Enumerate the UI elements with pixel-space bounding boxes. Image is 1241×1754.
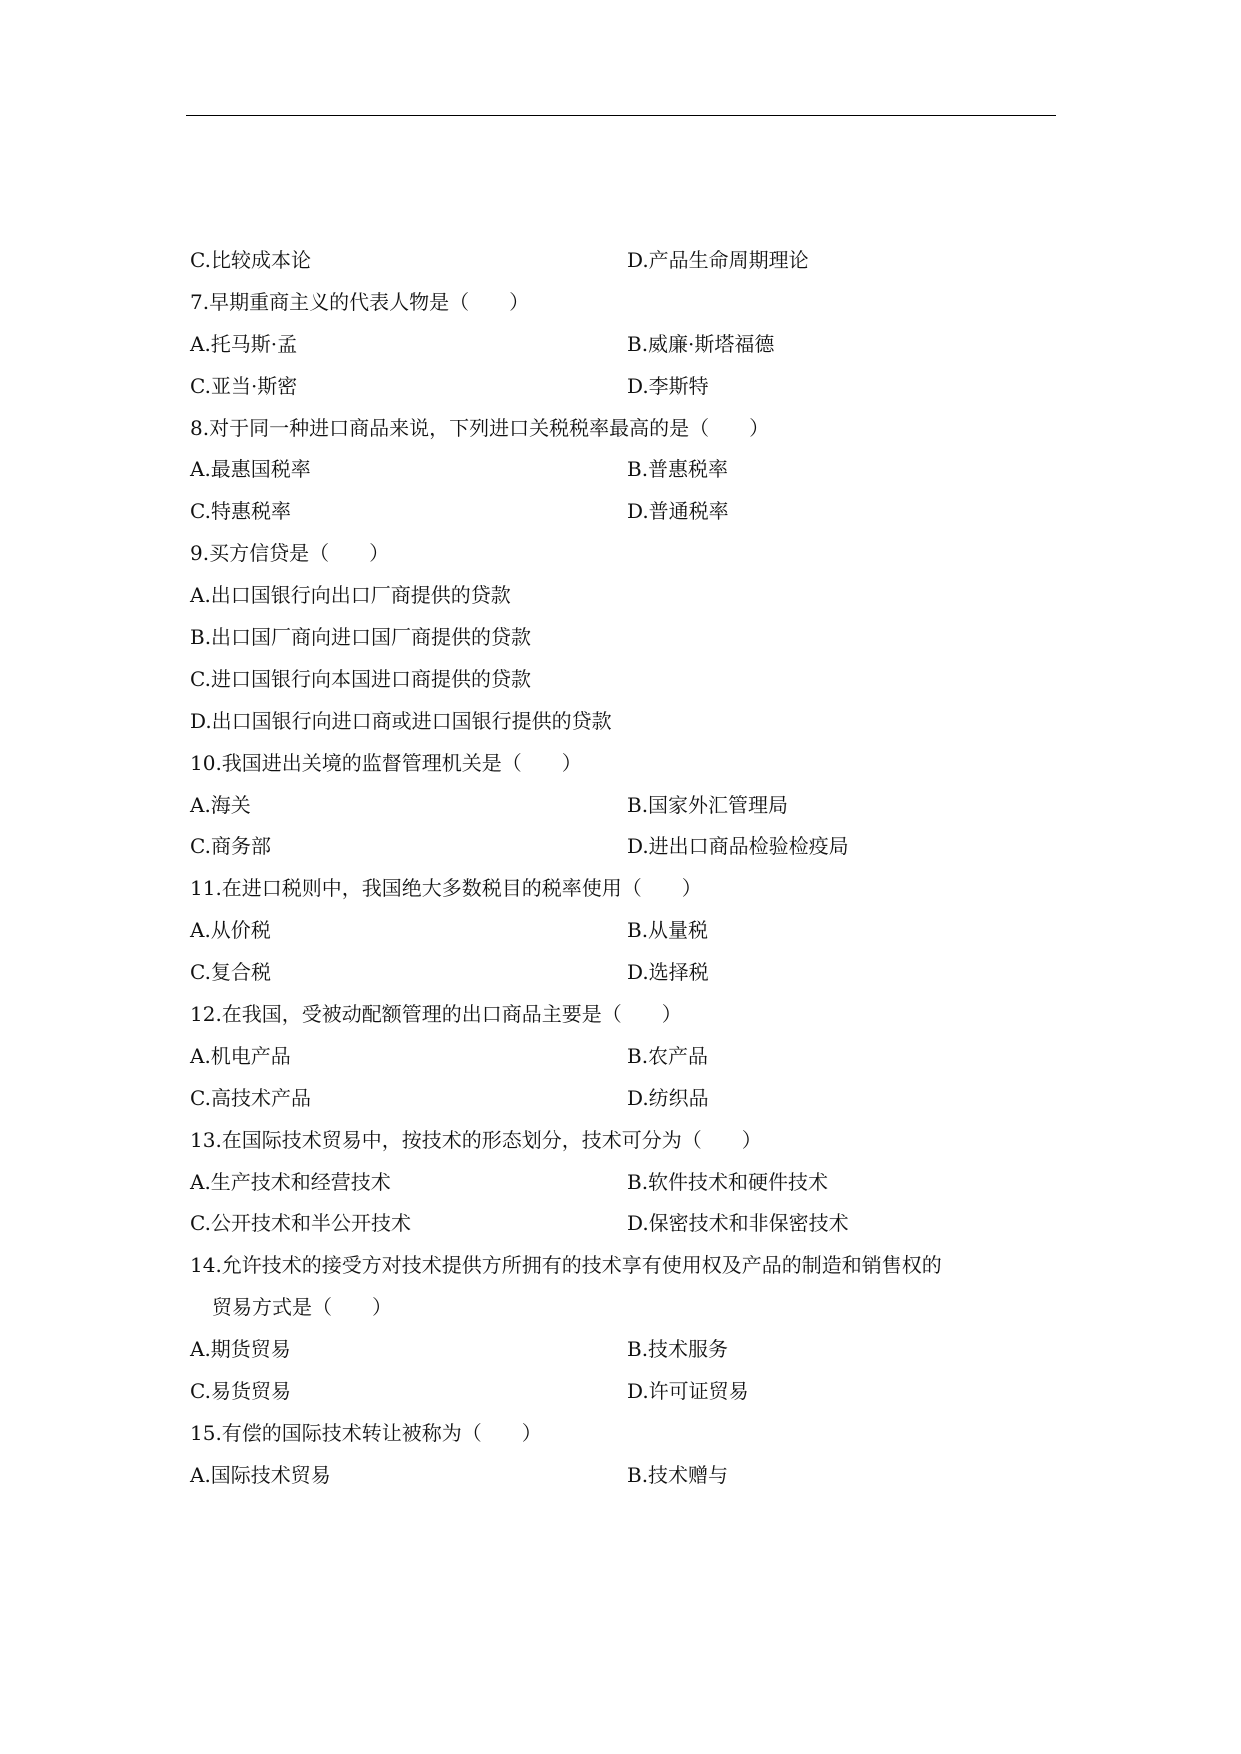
question-list	[190, 246, 1050, 1503]
option-right: D.保密技术和非保密技术	[627, 1211, 849, 1236]
option-row	[190, 623, 1050, 665]
question-text: 7.早期重商主义的代表人物是（ ）	[190, 289, 530, 314]
option-right: D.许可证贸易	[627, 1379, 749, 1404]
header-rule	[186, 115, 1056, 116]
option-right: B.技术赠与	[627, 1462, 729, 1487]
option-left: C.易货贸易	[190, 1379, 291, 1404]
question-stem	[190, 1251, 1050, 1293]
option-right: B.从量税	[627, 918, 709, 943]
option-left: C.复合税	[190, 960, 271, 985]
question-stem	[190, 1000, 1050, 1042]
option-right: B.技术服务	[627, 1337, 729, 1362]
option-row	[190, 958, 1050, 1000]
option-left: A.期货贸易	[190, 1337, 291, 1362]
option-left: C.公开技术和半公开技术	[190, 1211, 411, 1236]
option-right: D.进出口商品检验检疫局	[627, 834, 849, 859]
option-left: A.托马斯·孟	[190, 331, 298, 356]
question-stem	[190, 1126, 1050, 1168]
option-left: C.比较成本论	[190, 248, 311, 272]
option-left: D.出口国银行向进口商或进口国银行提供的贷款	[190, 708, 612, 733]
option-row	[190, 1042, 1050, 1084]
question-stem	[190, 1419, 1050, 1461]
option-left: A.生产技术和经营技术	[190, 1169, 391, 1194]
question-stem-continuation	[190, 1293, 1050, 1335]
option-row	[190, 246, 1050, 288]
option-right: D.选择税	[627, 960, 709, 985]
option-left: A.从价税	[190, 918, 271, 943]
option-right: B.国家外汇管理局	[627, 792, 789, 817]
question-stem	[190, 749, 1050, 791]
option-row	[190, 1209, 1050, 1251]
question-text: 13.在国际技术贸易中，按技术的形态划分，技术可分为（ ）	[190, 1127, 762, 1152]
option-left: C.亚当·斯密	[190, 373, 298, 398]
question-stem	[190, 288, 1050, 330]
option-row	[190, 497, 1050, 539]
question-text: 10.我国进出关境的监督管理机关是（ ）	[190, 750, 582, 775]
question-text: 12.在我国，受被动配额管理的出口商品主要是（ ）	[190, 1002, 682, 1027]
option-row	[190, 1084, 1050, 1126]
option-left: C.特惠税率	[190, 499, 291, 524]
option-row	[190, 791, 1050, 833]
option-row	[190, 455, 1050, 497]
option-left: A.海关	[190, 792, 251, 817]
option-left: C.商务部	[190, 834, 271, 859]
option-left: A.最惠国税率	[190, 457, 311, 482]
option-row	[190, 916, 1050, 958]
option-left: A.出口国银行向出口厂商提供的贷款	[190, 583, 511, 608]
option-row	[190, 1168, 1050, 1210]
option-row	[190, 330, 1050, 372]
question-text: 15.有偿的国际技术转让被称为（ ）	[190, 1420, 542, 1445]
option-right: D.李斯特	[627, 373, 709, 398]
option-right: B.威廉·斯塔福德	[627, 331, 775, 356]
question-stem	[190, 414, 1050, 456]
question-text: 14.允许技术的接受方对技术提供方所拥有的技术享有使用权及产品的制造和销售权的	[190, 1253, 942, 1278]
option-right: B.农产品	[627, 1043, 709, 1068]
option-left: C.高技术产品	[190, 1085, 311, 1110]
option-right: B.普惠税率	[627, 457, 729, 482]
option-row	[190, 1377, 1050, 1419]
question-text: 9.买方信贷是（ ）	[190, 541, 390, 566]
option-left: C.进口国银行向本国进口商提供的贷款	[190, 666, 531, 691]
option-row	[190, 1335, 1050, 1377]
option-right: D.产品生命周期理论	[627, 248, 809, 272]
option-row	[190, 665, 1050, 707]
option-row	[190, 1461, 1050, 1503]
option-left: A.国际技术贸易	[190, 1462, 331, 1487]
option-row	[190, 707, 1050, 749]
question-stem	[190, 539, 1050, 581]
option-left: B.出口国厂商向进口国厂商提供的贷款	[190, 625, 532, 650]
question-text: 11.在进口税则中，我国绝大多数税目的税率使用（ ）	[190, 876, 702, 901]
option-row	[190, 832, 1050, 874]
question-text: 贸易方式是（ ）	[212, 1295, 392, 1320]
option-left: A.机电产品	[190, 1043, 291, 1068]
question-text: 8.对于同一种进口商品来说，下列进口关税税率最高的是（ ）	[190, 415, 770, 440]
option-row	[190, 581, 1050, 623]
option-row	[190, 372, 1050, 414]
option-right: D.普通税率	[627, 499, 729, 524]
option-right: B.软件技术和硬件技术	[627, 1169, 829, 1194]
option-right: D.纺织品	[627, 1085, 709, 1110]
question-stem	[190, 874, 1050, 916]
